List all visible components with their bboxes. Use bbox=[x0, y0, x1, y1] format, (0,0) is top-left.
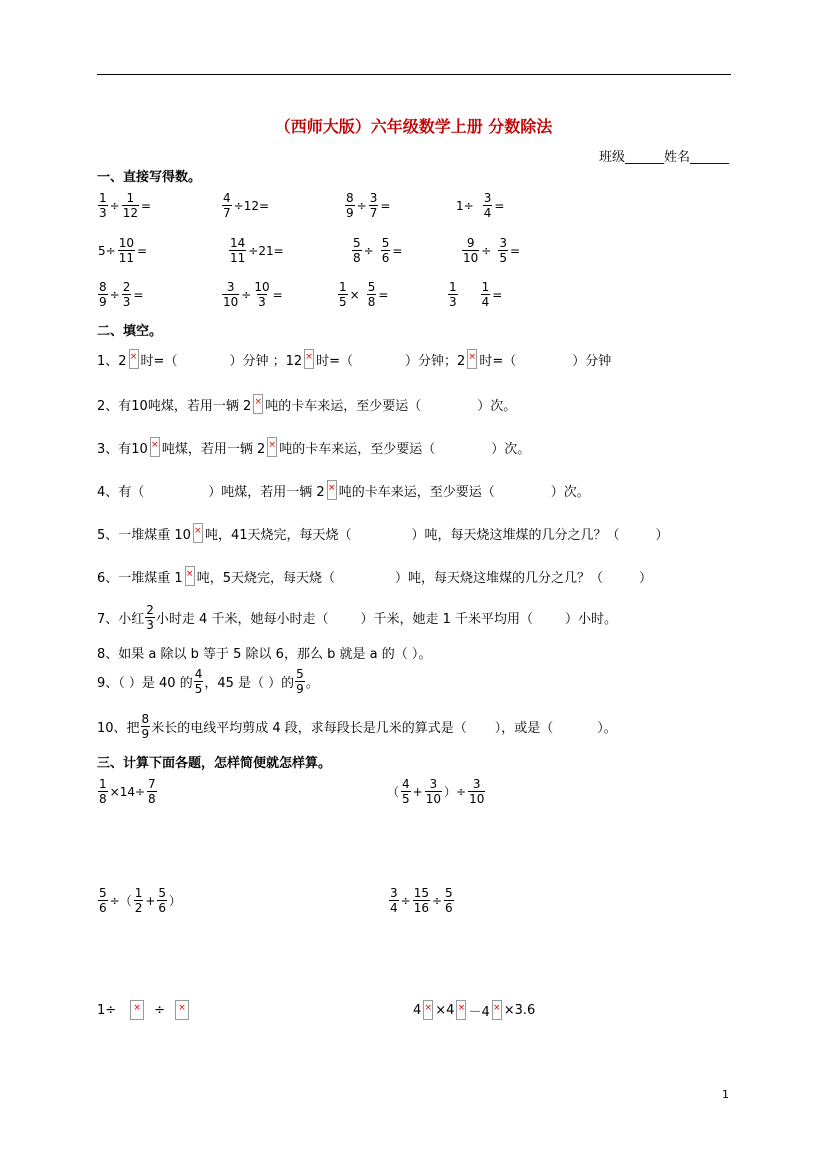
s1-r1-item3: $\frac{8}{9}$ ÷ $\frac{3}{7}$ = bbox=[346, 191, 391, 220]
s1-r2-item4: $\frac{9}{10}$ ÷ $\frac{3}{5}$ = bbox=[463, 236, 521, 265]
page-title: （西师大版）六年级数学上册 分数除法 bbox=[274, 117, 553, 136]
broken-image-icon bbox=[456, 1000, 466, 1020]
fraction: $\frac{14}{11}$ bbox=[230, 236, 246, 265]
fraction: $\frac{1}{5}$ bbox=[339, 280, 347, 309]
fraction: $\frac{8}{9}$ bbox=[141, 712, 150, 741]
fraction: $\frac{3}{10}$ bbox=[425, 777, 441, 806]
fraction: $\frac{10}{3}$ bbox=[254, 280, 270, 309]
fraction: $\frac{4}{5}$ bbox=[402, 777, 410, 806]
fraction: $\frac{2}{3}$ bbox=[122, 280, 131, 309]
s1-r2-item3: $\frac{5}{8}$ ÷ $\frac{5}{6}$ = bbox=[353, 236, 403, 265]
section-2-heading: 二、填空。 bbox=[97, 324, 163, 339]
question-8: 8、如果 a 除以 b 等于 5 除以 6，那么 b 就是 a 的（ ）。 bbox=[97, 647, 432, 662]
fraction: $\frac{3}{7}$ bbox=[369, 191, 378, 220]
s1-r3-item2: $\frac{3}{10}$ ÷ $\frac{10}{3}$ = bbox=[223, 280, 283, 309]
broken-image-icon bbox=[267, 437, 277, 457]
fraction: $\frac{8}{9}$ bbox=[99, 280, 107, 309]
fraction: $\frac{1}{12}$ bbox=[122, 191, 138, 220]
question-5: 5、一堆煤重 10 × 吨，41天烧完，每天烧（ ）吨，每天烧这堆煤的几分之几？（ ） bbox=[97, 523, 669, 543]
broken-image-icon bbox=[492, 1000, 502, 1020]
fraction: $\frac{3}{10}$ bbox=[223, 280, 239, 309]
fraction: $\frac{2}{3}$ bbox=[146, 603, 154, 632]
fraction: $\frac{7}{8}$ bbox=[148, 777, 156, 806]
section-3-heading: 三、计算下面各题，怎样简便就怎样算。 bbox=[97, 756, 332, 771]
fraction: $\frac{1}{3}$ bbox=[449, 280, 457, 309]
fraction: $\frac{4}{5}$ bbox=[194, 667, 203, 696]
broken-image-icon bbox=[253, 394, 263, 414]
calc-5: 1÷ × ÷ × bbox=[97, 1000, 191, 1020]
fraction: $\frac{5}{6}$ bbox=[381, 236, 390, 265]
question-1: 1、2 × 时=（ ）分钟 ；12 × 时=（ ）分钟；2 × 时=（ ）分钟 bbox=[97, 349, 611, 369]
calc-4: $\frac{3}{4}$ ÷ $\frac{15}{16}$ ÷ $\frac{5}{6}$ bbox=[390, 886, 453, 915]
fraction: $\frac{8}{9}$ bbox=[346, 191, 354, 220]
fraction: $\frac{1}{4}$ bbox=[481, 280, 490, 309]
question-6: 6、一堆煤重 1 × 吨，5天烧完，每天烧（ ）吨，每天烧这堆煤的几分之几？（ ） bbox=[97, 566, 652, 586]
broken-image-icon bbox=[304, 349, 314, 369]
s1-r2-item2: $\frac{14}{11}$ ÷21= bbox=[230, 236, 284, 265]
broken-image-icon bbox=[423, 1000, 433, 1020]
s1-r3-item1: $\frac{8}{9}$ ÷ $\frac{2}{3}$ = bbox=[99, 280, 144, 309]
question-2: 2、有10吨煤，若用一辆 2 × 吨的卡车来运，至少要运（ ）次。 bbox=[97, 394, 516, 414]
s1-r1-item4: 1÷ $\frac{3}{4}$ = bbox=[456, 191, 505, 220]
fraction: $\frac{5}{6}$ bbox=[445, 886, 453, 915]
fraction: $\frac{15}{16}$ bbox=[413, 886, 429, 915]
s1-r3-item3: $\frac{1}{5}$ × $\frac{5}{8}$ = bbox=[339, 280, 389, 309]
broken-image-icon bbox=[175, 1000, 189, 1020]
calc-3: $\frac{5}{6}$ ÷（ $\frac{1}{2}$ + $\frac{5}{6}$ ） bbox=[99, 886, 182, 915]
fraction: $\frac{3}{5}$ bbox=[499, 236, 507, 265]
header-rule bbox=[97, 74, 731, 75]
fraction: $\frac{3}{4}$ bbox=[390, 886, 398, 915]
broken-image-icon bbox=[327, 480, 337, 500]
fraction: $\frac{5}{8}$ bbox=[353, 236, 361, 265]
calc-2: （ $\frac{4}{5}$ + $\frac{3}{10}$ ）÷ $\frac{3}{10}$ bbox=[387, 777, 485, 806]
fraction: $\frac{5}{9}$ bbox=[296, 667, 304, 696]
question-7: 7、小红 $\frac{2}{3}$ 小时走 4 千米，她每小时走（ ）千米，她走 1 千米平均用（ ）小时。 bbox=[97, 603, 618, 632]
broken-image-icon bbox=[150, 437, 160, 457]
broken-image-icon bbox=[185, 566, 195, 586]
question-4: 4、有（ ）吨煤，若用一辆 2 × 吨的卡车来运，至少要运（ ）次。 bbox=[97, 480, 590, 500]
fraction: $\frac{4}{7}$ bbox=[223, 191, 231, 220]
broken-image-icon bbox=[129, 349, 139, 369]
broken-image-icon bbox=[130, 1000, 144, 1020]
s1-r3-item4: $\frac{1}{3}$ $\frac{1}{4}$ = bbox=[449, 280, 503, 309]
fraction: $\frac{9}{10}$ bbox=[463, 236, 479, 265]
fraction: $\frac{10}{11}$ bbox=[118, 236, 134, 265]
calc-1: $\frac{1}{8}$ ×14÷ $\frac{7}{8}$ bbox=[99, 777, 156, 806]
broken-image-icon bbox=[193, 523, 203, 543]
s1-r1-item1: $\frac{1}{3}$ ÷ $\frac{1}{12}$ = bbox=[99, 191, 152, 220]
fraction: $\frac{3}{10}$ bbox=[469, 777, 485, 806]
class-name-line: 班级______姓名______ bbox=[598, 150, 729, 165]
fraction: $\frac{5}{6}$ bbox=[99, 886, 107, 915]
calc-6: 4 × ×4 × －4 × ×3.6 bbox=[413, 1000, 535, 1020]
fraction: $\frac{1}{8}$ bbox=[99, 777, 107, 806]
broken-image-icon bbox=[467, 349, 477, 369]
fraction: $\frac{5}{6}$ bbox=[158, 886, 167, 915]
question-9: 9、（ ）是 40 的 $\frac{4}{5}$ ，45 是（ ）的 $\frac{5}{9}$ 。 bbox=[97, 667, 319, 696]
fraction: $\frac{3}{4}$ bbox=[483, 191, 492, 220]
s1-r1-item2: $\frac{4}{7}$ ÷12= bbox=[223, 191, 270, 220]
question-3: 3、有10 × 吨煤，若用一辆 2 × 吨的卡车来运，至少要运（ ）次。 bbox=[97, 437, 530, 457]
page-number: 1 bbox=[722, 1088, 729, 1101]
fraction: $\frac{5}{8}$ bbox=[367, 280, 376, 309]
fraction: $\frac{1}{3}$ bbox=[99, 191, 107, 220]
question-10: 10、把 $\frac{8}{9}$ 米长的电线平均剪成 4 段，求每段长是几米的算式是（ ），或是（ ）。 bbox=[97, 712, 617, 741]
section-1-heading: 一、直接写得数。 bbox=[97, 170, 202, 185]
s1-r2-item1: 5÷ $\frac{10}{11}$ = bbox=[98, 236, 148, 265]
fraction: $\frac{1}{2}$ bbox=[134, 886, 143, 915]
